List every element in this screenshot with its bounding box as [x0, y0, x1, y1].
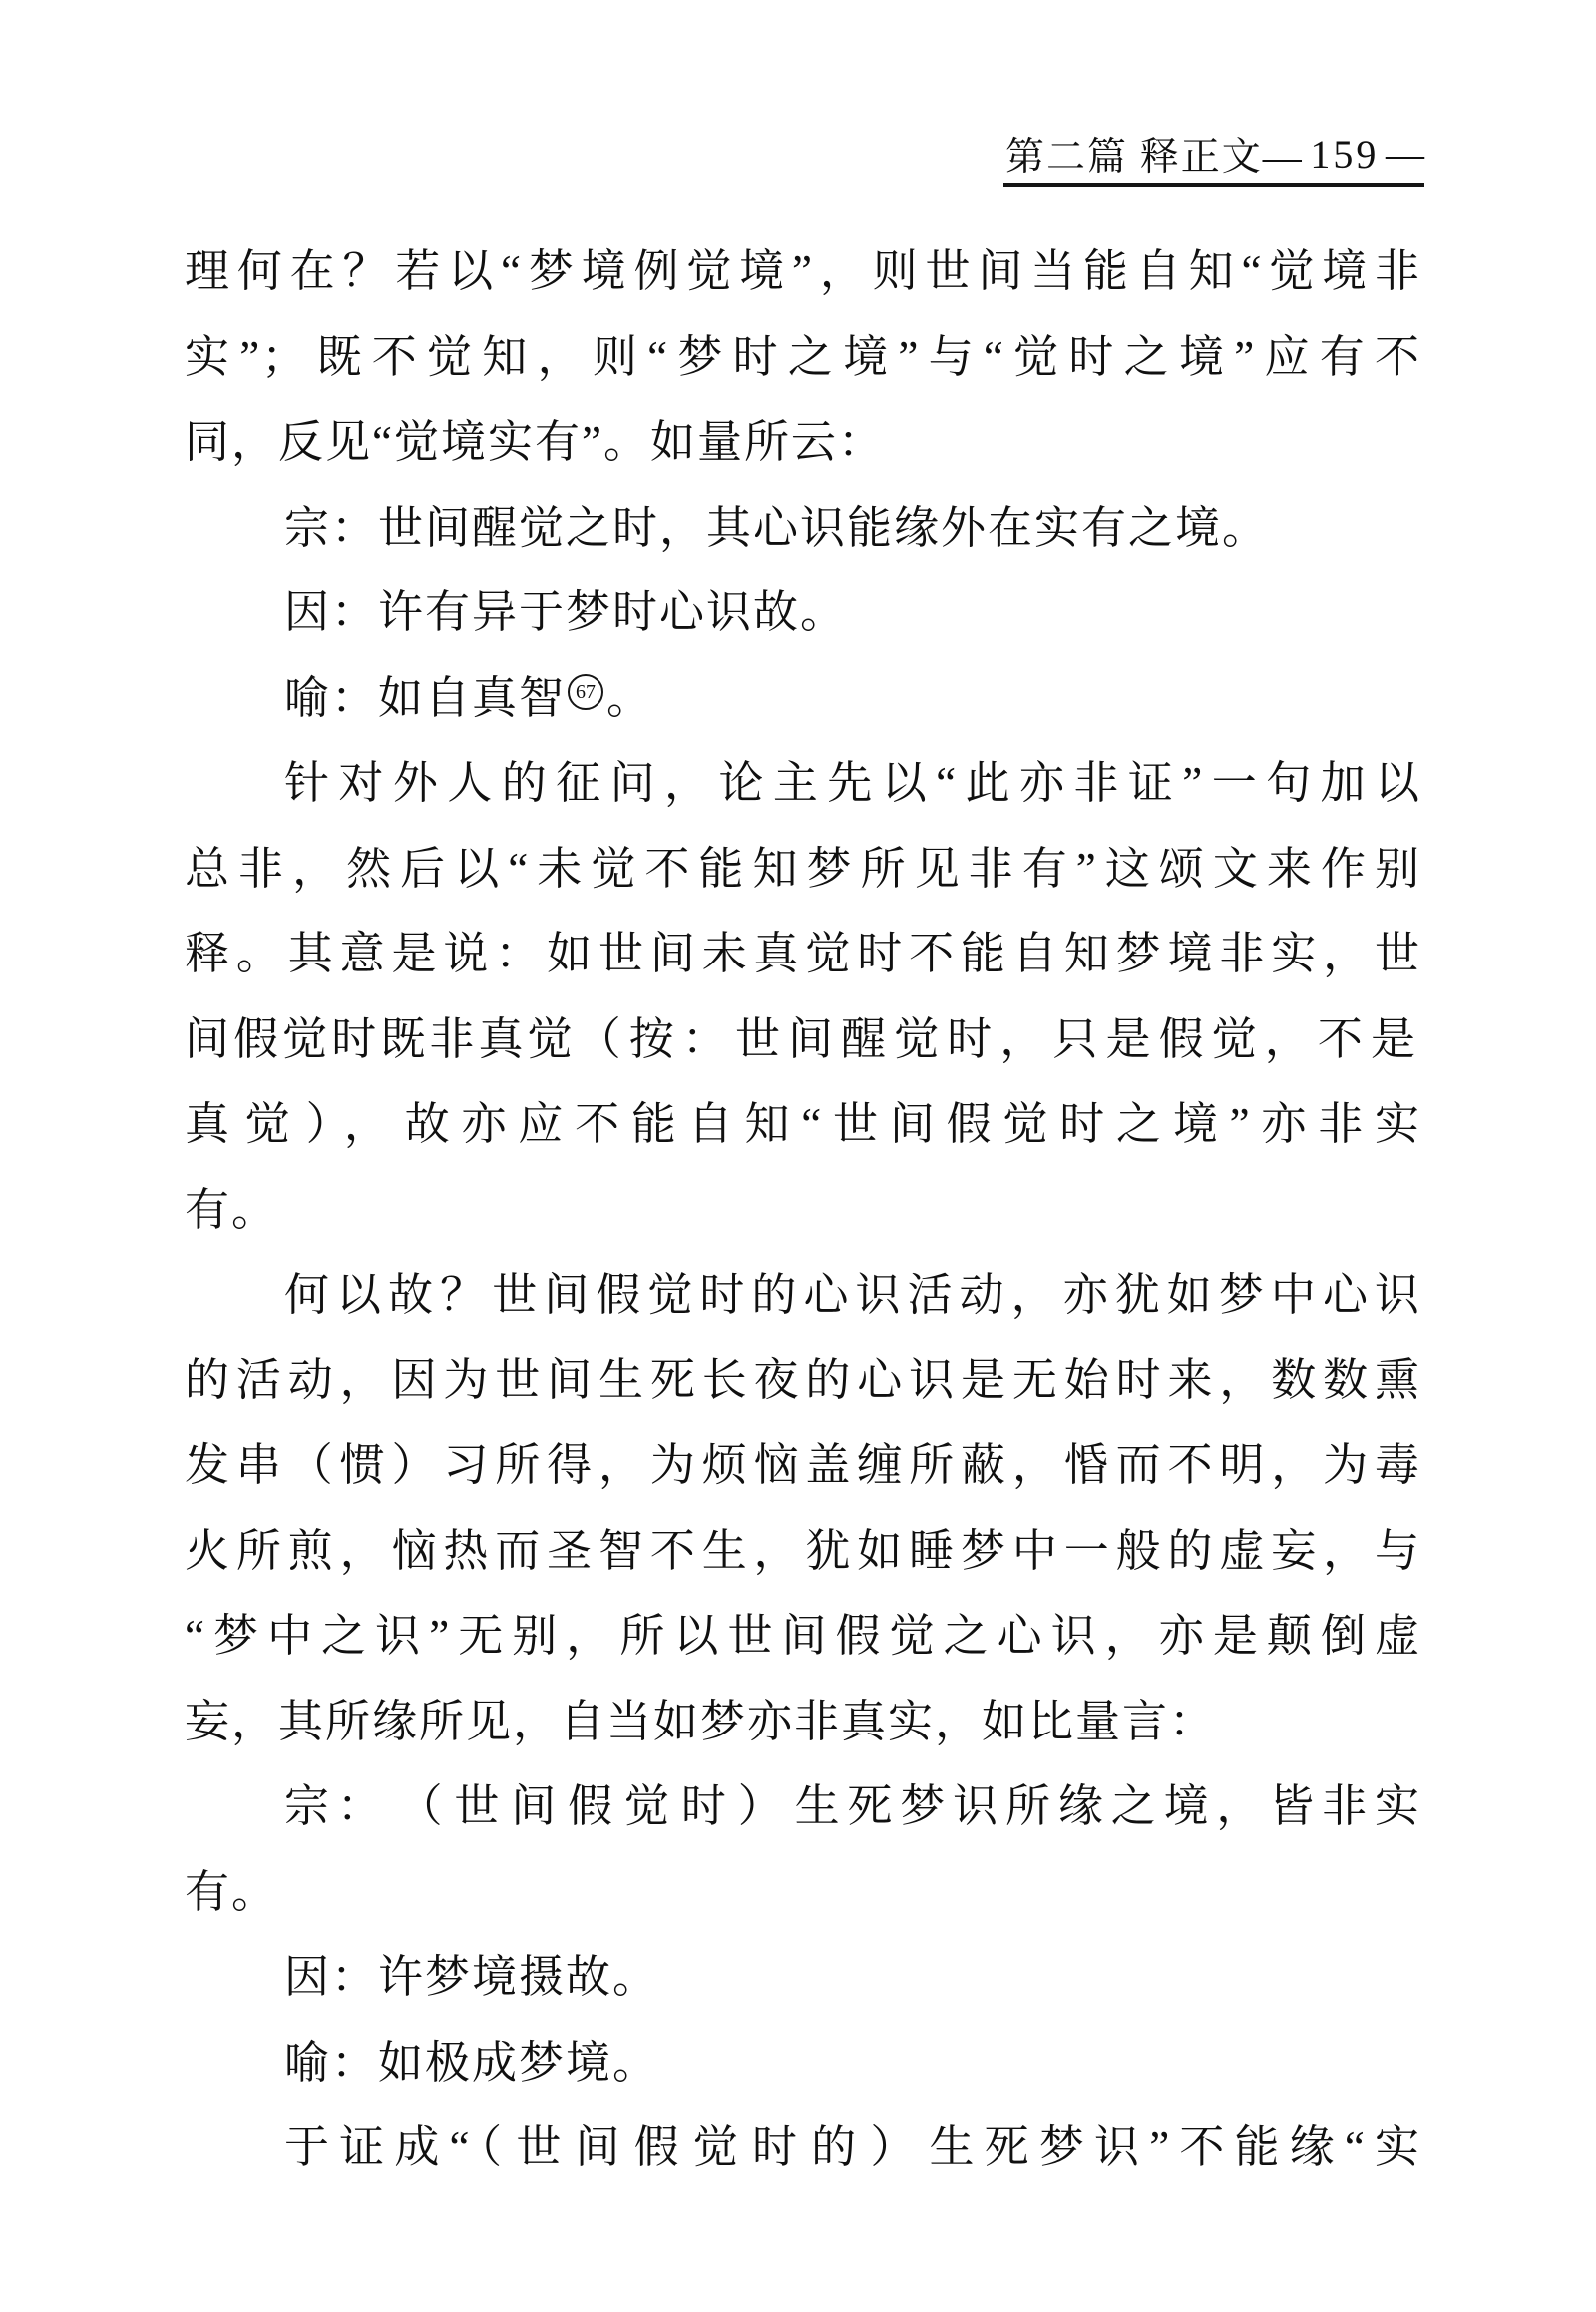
page-body: [185, 229, 1421, 2191]
text-line: [185, 741, 1421, 827]
header-dash-right: —: [1385, 132, 1426, 176]
text-line: [185, 1935, 1421, 2021]
text-segment: 。: [606, 672, 654, 723]
text-segment: 有。: [185, 1866, 279, 1917]
text-segment: 生死梦识”不能缘“实: [929, 2122, 1421, 2172]
text-segment: 喻：如自真智: [284, 672, 567, 723]
text-segment: 同，反见“觉境实有”。如量所云：: [185, 417, 885, 467]
text-line: [185, 1850, 1421, 1936]
text-segment: （世间假觉时）: [420, 1781, 795, 1831]
text-line: [185, 2106, 1421, 2191]
text-line: [185, 1339, 1421, 1424]
page-header: [1005, 128, 1426, 180]
text-line: [185, 912, 1421, 997]
text-segment: 于证成“: [284, 2122, 472, 2172]
text-segment: 理何在？若以“梦境例觉境”，则世间当能自知“觉境非: [185, 246, 1421, 296]
header-title-text: 第二篇 释正文: [1005, 136, 1263, 179]
text-line: [185, 1168, 1421, 1254]
page-number: 159: [1310, 131, 1380, 177]
text-segment: 释。其意是说：如世间未真觉时不能自知梦境非实，世: [185, 929, 1421, 978]
text-segment: 针对外人的征问，论主先以“此亦非证”一句加以: [284, 758, 1421, 808]
text-line: [185, 229, 1421, 315]
text-segment: 何以故？世间假觉时的心识活动，亦犹如梦中心识: [284, 1270, 1421, 1320]
text-line: [185, 1594, 1421, 1680]
text-segment: 总非，然后以“未觉不能知梦所见非有”这颂文来作别: [185, 843, 1421, 894]
header-section-title: [1005, 126, 1304, 182]
text-segment: 有。: [185, 1184, 279, 1235]
text-segment: 火所煎，恼热而圣智不生，犹如睡梦中一般的虚妄，与: [185, 1525, 1421, 1576]
text-line: [185, 2021, 1421, 2107]
text-segment: 发串（惯）习所得，为烦恼盖缠所蔽，惛而不明，为毒: [185, 1440, 1421, 1490]
text-line: [185, 1082, 1421, 1168]
text-segment: 宗：世间醒觉之时，其心识能缘外在实有之境。: [284, 502, 1270, 553]
header-rule: [1003, 183, 1424, 187]
text-segment: 宗：: [284, 1781, 421, 1831]
text-segment: 因：许梦境摄故。: [284, 1952, 660, 2002]
text-line: [185, 1764, 1421, 1850]
text-segment: 间假觉时既非真觉: [185, 1013, 577, 1064]
text-segment: 实”；既不觉知，则“梦时之境”与“觉时之境”应有不: [185, 331, 1421, 382]
text-segment: 因：许有异于梦时心识故。: [284, 587, 848, 637]
text-segment: 真觉），: [185, 1099, 405, 1149]
text-line: [185, 656, 1421, 742]
text-segment: 的活动，因为世间生死长夜的心识是无始时来，数数熏: [185, 1354, 1421, 1405]
text-line: [185, 571, 1421, 656]
header-dash-left: —: [1262, 136, 1304, 179]
text-line: [185, 486, 1421, 572]
footnote-marker: 67: [568, 674, 603, 710]
text-segment: （世间假觉时的）: [471, 2122, 930, 2172]
text-line: [185, 997, 1421, 1083]
text-line: [185, 1509, 1421, 1595]
text-line: [185, 1680, 1421, 1765]
text-line: [185, 315, 1421, 401]
text-segment: 妄，其所缘所见，自当如梦亦非真实，如比量言：: [185, 1696, 1217, 1746]
text-segment: 生死梦识所缘之境，皆非实: [794, 1781, 1421, 1831]
text-segment: 故亦应不能自知“世间假觉时之境”亦非实: [404, 1099, 1421, 1149]
text-segment: “梦中之识”无别，所以世间假觉之心识，亦是颠倒虚: [185, 1611, 1421, 1661]
text-line: [185, 1423, 1421, 1509]
text-line: [185, 400, 1421, 486]
text-line: [185, 1253, 1421, 1339]
text-line: [185, 827, 1421, 913]
text-segment: 喻：如极成梦境。: [284, 2037, 660, 2088]
text-segment: （按：世间醒觉时，只是假觉，不是: [576, 1013, 1421, 1064]
